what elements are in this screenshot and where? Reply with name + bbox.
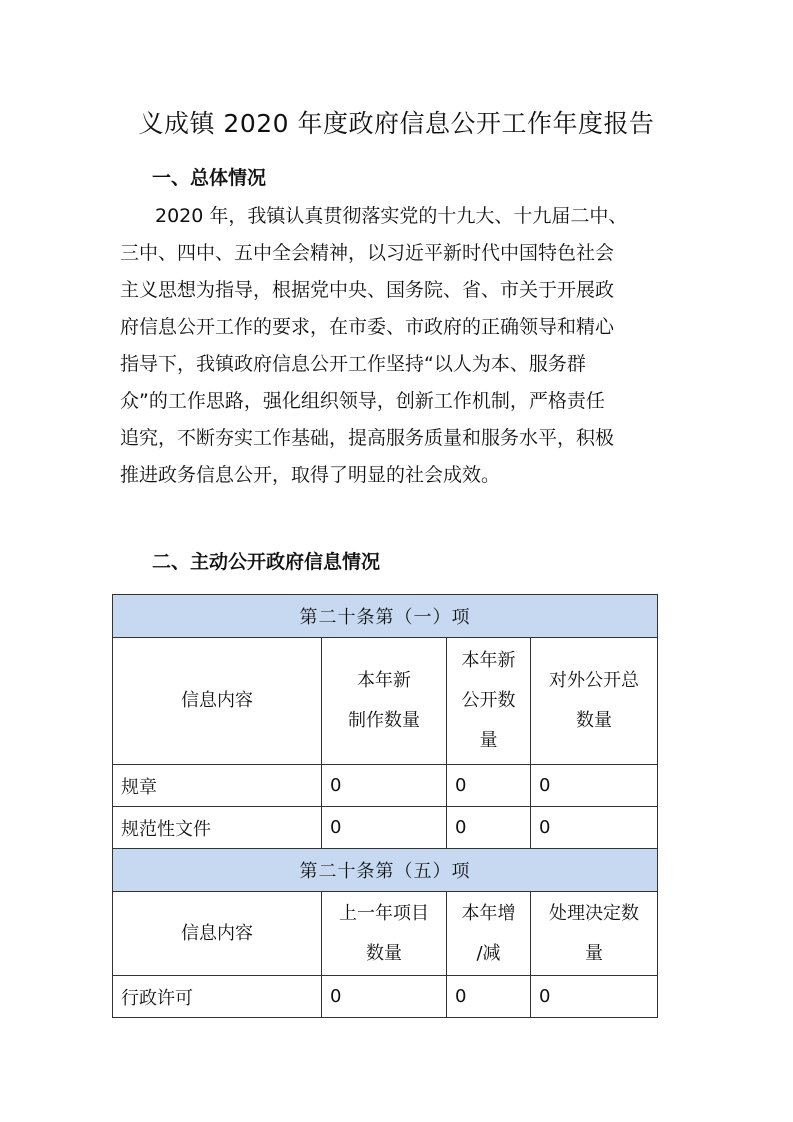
paragraph-line: 主义思想为指导，根据党中央、国务院、省、市关于开展政 (120, 279, 615, 301)
column-header: 对外公开总 数量 (531, 638, 658, 765)
table-row (113, 765, 658, 807)
column-header: 处理决定数 量 (531, 892, 658, 976)
paragraph-line: 2020 年，我镇认真贯彻落实党的十九大、十九届二中、 (155, 205, 628, 227)
paragraph-line: 指导下，我镇政府信息公开工作坚持“以人为本、服务群 (120, 353, 586, 375)
table-cell: 规范性文件 (113, 807, 322, 849)
table-cell: 0 (322, 807, 447, 849)
table-cell: 0 (531, 807, 658, 849)
column-header: 信息内容 (113, 892, 322, 976)
table-section-title: 第二十条第（五）项 (113, 849, 658, 892)
table-section-title: 第二十条第（一）项 (113, 595, 658, 638)
table-cell: 0 (322, 976, 447, 1018)
section-heading-proactive-disclosure: 二、主动公开政府信息情况 (152, 551, 381, 573)
table-cell: 0 (531, 976, 658, 1018)
column-header: 本年增 /减 (447, 892, 531, 976)
table-cell: 0 (531, 765, 658, 807)
page-title: 义成镇 2020 年度政府信息公开工作年度报告 (138, 109, 655, 138)
column-header: 信息内容 (113, 638, 322, 765)
paragraph-line: 推进政务信息公开，取得了明显的社会成效。 (120, 464, 501, 486)
table-row (113, 807, 658, 849)
paragraph-line: 追究，不断夯实工作基础，提高服务质量和服务水平，积极 (120, 427, 615, 449)
table-cell: 规章 (113, 765, 322, 807)
column-header: 本年新 制作数量 (322, 638, 447, 765)
paragraph-line: 三中、四中、五中全会精神，以习近平新时代中国特色社会 (120, 242, 615, 264)
section-heading-overview: 一、总体情况 (152, 167, 267, 189)
table-row (113, 976, 658, 1018)
paragraph-line: 府信息公开工作的要求，在市委、市政府的正确领导和精心 (120, 316, 615, 338)
table-cell: 行政许可 (113, 976, 322, 1018)
table-cell: 0 (447, 765, 531, 807)
table-cell: 0 (447, 807, 531, 849)
table-cell: 0 (447, 976, 531, 1018)
disclosure-table (112, 594, 658, 1018)
column-header: 本年新 公开数 量 (447, 638, 531, 765)
column-header: 上一年项目 数量 (322, 892, 447, 976)
table-cell: 0 (322, 765, 447, 807)
overview-paragraph (120, 198, 672, 494)
paragraph-line: 众”的工作思路，强化组织领导，创新工作机制，严格责任 (120, 390, 605, 412)
